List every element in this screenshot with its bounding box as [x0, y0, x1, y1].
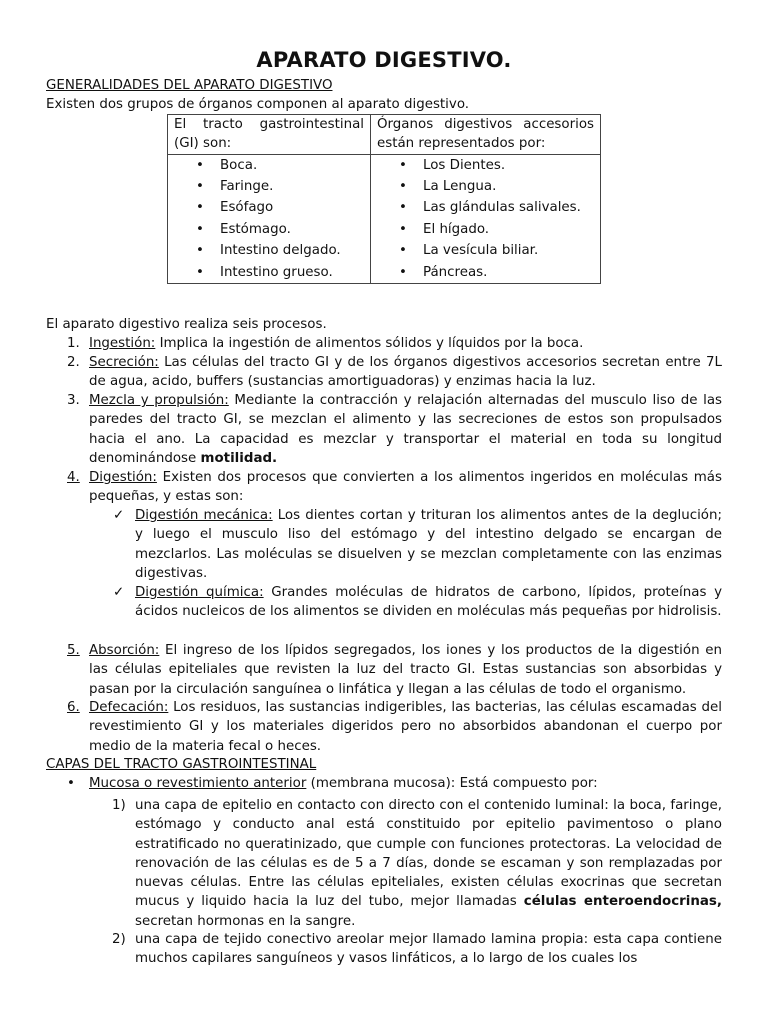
digestion-term: Digestión química:: [135, 585, 264, 600]
process-term: Secreción:: [89, 355, 159, 370]
table-body-row: [168, 154, 601, 283]
list-item: • La vesícula biliar.: [377, 240, 594, 261]
section-heading-capas: CAPAS DEL TRACTO GASTROINTESTINAL: [46, 757, 317, 772]
process-number: 6.: [67, 700, 80, 715]
process-number: 4.: [67, 470, 80, 485]
process-ingestion: [89, 334, 722, 353]
digestion-text: Los dientes cortan y trituran los alimentos antes de la deglución; y luego el musculo liso del estómago y del intestino delgado se encargan de mezclarlos. Las moléculas se disuelven y se mezclan completamente con las enzimas digestivas.: [135, 508, 722, 581]
process-text: Existen dos procesos que convierten a los alimentos ingeridos en moléculas más pequeñas, y estas son:: [89, 470, 722, 505]
process-bold: motilidad.: [200, 450, 278, 466]
processes-intro: El aparato digestivo realiza seis procesos.: [46, 317, 327, 332]
process-number: 5.: [67, 643, 80, 658]
table-header-gi: El tracto gastrointestinal (GI) son:: [168, 115, 371, 155]
list-item: • Estómago.: [174, 219, 364, 240]
check-icon: ✓: [113, 508, 125, 523]
layer-part-epitelio: [135, 796, 722, 931]
bullet-mark: •: [67, 776, 75, 791]
table-header-row: [168, 115, 601, 155]
process-mezcla: [89, 391, 722, 468]
process-number: 1.: [67, 336, 80, 351]
process-text: Mediante la contracción y relajación alternadas del musculo liso de las paredes del tracto GI, se mezclan el alimento y las secreciones de estos son propulsados hacia el ano. La capacidad es mezclar y transportar el material en toda su longitud denominándose: [89, 393, 723, 466]
layer-text: (membrana mucosa): Está compuesto por:: [306, 776, 598, 791]
part-bold: células enteroendocrinas,: [523, 894, 722, 910]
list-item: • Esófago: [174, 197, 364, 218]
list-item: • El hígado.: [377, 219, 594, 240]
part-number: 2): [112, 932, 126, 947]
digestion-quimica: [135, 583, 722, 622]
process-secrecion: [89, 353, 722, 392]
process-defecacion: [89, 698, 722, 756]
process-text: El ingreso de los lípidos segregados, los iones y los productos de la digestión en las células epiteliales que revisten la luz del tracto GI. Estas sustancias son absorbidas y pasan por la circulación sanguínea o linfática y llegan a las células de todo el organismo.: [89, 643, 722, 697]
process-term: Absorción:: [89, 643, 160, 658]
gi-organ-list: [174, 155, 364, 283]
process-term: Digestión:: [89, 470, 157, 485]
layer-term: Mucosa o revestimiento anterior: [89, 776, 307, 791]
list-item: • Los Dientes.: [377, 155, 594, 176]
list-item: • Intestino grueso.: [174, 262, 364, 283]
organs-table: [167, 114, 601, 284]
layer-part-lamina-propia: [135, 930, 722, 969]
page-title: APARATO DIGESTIVO.: [256, 48, 512, 72]
table-cell-gi-organs: [168, 154, 371, 283]
process-text: Las células del tracto GI y de los órganos digestivos accesorios secretan entre 7L de agua, acido, buffers (sustancias amortiguadoras) y enzimas hacia la luz.: [89, 355, 722, 390]
list-item: • Boca.: [174, 155, 364, 176]
section-heading-generalidades: GENERALIDADES DEL APARATO DIGESTIVO: [46, 78, 333, 93]
table-cell-accessory-organs: [371, 154, 601, 283]
check-icon: ✓: [113, 585, 125, 600]
process-term: Ingestión:: [89, 336, 156, 351]
list-item: • Las glándulas salivales.: [377, 197, 594, 218]
process-text: Implica la ingestión de alimentos sólidos y líquidos por la boca.: [155, 336, 584, 351]
process-text: Los residuos, las sustancias indigeribles, las bacterias, las células escamadas del revestimiento GI y los materiales digeridos pero no absorbidos abandonan el cuerpo por medio de la materia fecal o heces.: [89, 700, 722, 754]
process-number: 3.: [67, 393, 80, 408]
part-tail: secretan hormonas en la sangre.: [135, 913, 356, 929]
intro-paragraph: Existen dos grupos de órganos componen al aparato digestivo.: [46, 97, 470, 112]
list-item: • Intestino delgado.: [174, 240, 364, 261]
process-digestion: [89, 468, 722, 507]
part-number: 1): [112, 798, 126, 813]
list-item: • La Lengua.: [377, 176, 594, 197]
digestion-term: Digestión mecánica:: [135, 508, 273, 523]
process-term: Defecación:: [89, 700, 169, 715]
part-text: una capa de epitelio en contacto con directo con el contenido luminal: la boca, faringe, estómago y conducto anal está constituido por epitelio pavimentoso o plano estratificado no queratinizado, que cumple con funciones protectoras. La velocidad de renovación de las células es de 5 a 7 días, donde se escaman y son remplazadas por nuevas células. Entre las células epiteliales, existen células exocrinas que secretan mucus y liquido hacia la luz del tubo, mejor llamadas: [135, 798, 722, 910]
process-number: 2.: [67, 355, 80, 370]
process-term: Mezcla y propulsión:: [89, 393, 229, 408]
list-item: • Páncreas.: [377, 262, 594, 283]
layer-mucosa: [89, 774, 722, 793]
process-absorcion: [89, 641, 722, 699]
part-text: una capa de tejido conectivo areolar mejor llamado lamina propia: esta capa contiene muchos capilares sanguíneos y vasos linfáticos, a lo largo de los cuales los: [135, 932, 722, 967]
list-item: • Faringe.: [174, 176, 364, 197]
table-header-accessory: Órganos digestivos accesorios están representados por:: [371, 115, 601, 155]
accessory-organ-list: [377, 155, 594, 283]
digestion-text: Grandes moléculas de hidratos de carbono, lípidos, proteínas y ácidos nucleicos de los alimentos se dividen en moléculas más pequeñas por hidrolisis.: [135, 585, 722, 620]
digestion-mecanica: [135, 506, 722, 583]
